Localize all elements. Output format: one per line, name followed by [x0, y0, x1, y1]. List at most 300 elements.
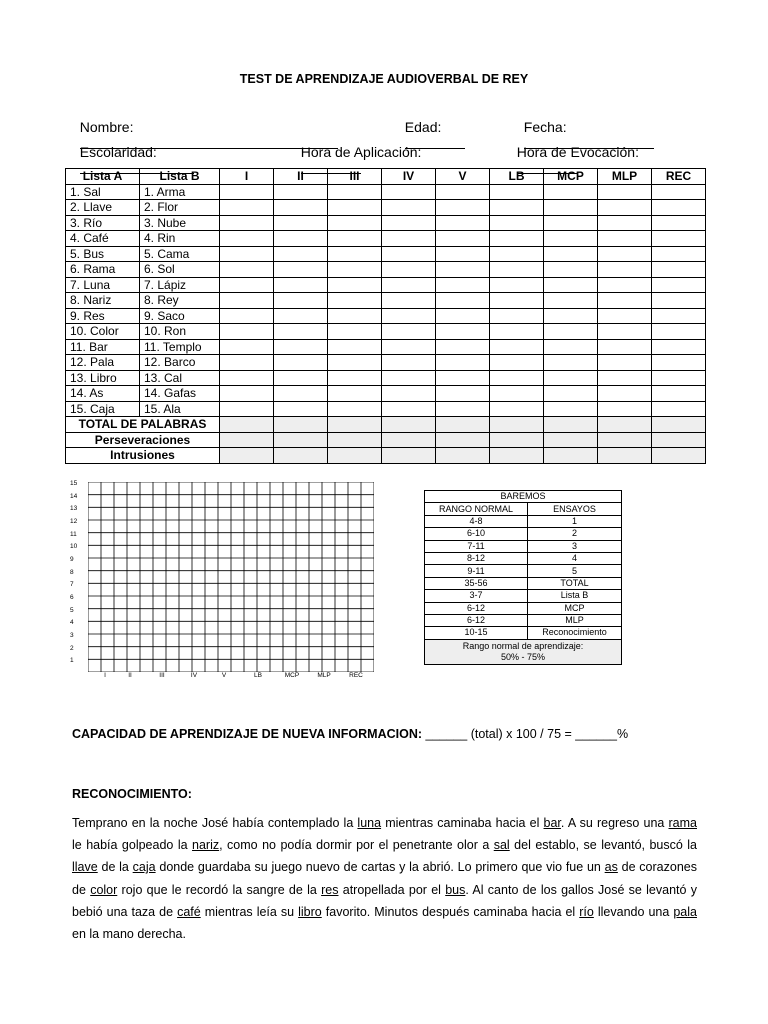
response-cell[interactable] [220, 339, 274, 355]
lista-a-word: 3. Río [66, 215, 140, 231]
response-cell[interactable] [436, 308, 490, 324]
baremos-range: 9-11 [425, 565, 528, 577]
document-title: TEST DE APRENDIZAJE AUDIOVERBAL DE REY [239, 72, 529, 86]
response-cell[interactable] [382, 386, 436, 402]
response-cell[interactable] [436, 370, 490, 386]
response-cell[interactable] [436, 355, 490, 371]
summary-cell[interactable] [274, 448, 328, 464]
response-cell[interactable] [652, 277, 706, 293]
response-cell[interactable] [490, 231, 544, 247]
nombre-label: Nombre: [79, 119, 134, 135]
baremos-row [425, 590, 622, 602]
summary-cell[interactable] [544, 417, 598, 433]
response-cell[interactable] [652, 355, 706, 371]
baremos-range: 6-12 [425, 602, 528, 614]
response-cell[interactable] [382, 293, 436, 309]
target-word: caja [132, 860, 156, 875]
graph-y-label: 1 [70, 657, 74, 665]
summary-cell[interactable] [436, 432, 490, 448]
baremos-range: 4-8 [425, 515, 528, 527]
response-cell[interactable] [274, 293, 328, 309]
response-cell[interactable] [220, 262, 274, 278]
response-cell[interactable] [220, 277, 274, 293]
response-cell[interactable] [382, 184, 436, 200]
baremos-row [425, 627, 622, 639]
response-cell[interactable] [274, 246, 328, 262]
response-cell[interactable] [598, 386, 652, 402]
response-cell[interactable] [382, 215, 436, 231]
response-cell[interactable] [220, 355, 274, 371]
baremos-row [425, 602, 622, 614]
summary-cell[interactable] [220, 432, 274, 448]
column-header: Lista A [66, 169, 140, 185]
response-cell[interactable] [274, 277, 328, 293]
summary-label: Intrusiones [66, 448, 220, 464]
response-cell[interactable] [220, 215, 274, 231]
summary-row [66, 417, 706, 433]
baremos-ensayo: MCP [528, 602, 622, 614]
table-row [66, 262, 706, 278]
response-cell[interactable] [598, 355, 652, 371]
response-cell[interactable] [274, 339, 328, 355]
summary-label: TOTAL DE PALABRAS [66, 417, 220, 433]
table-row [66, 339, 706, 355]
baremos-ensayo: 2 [528, 528, 622, 540]
baremos-title: BAREMOS [425, 491, 622, 503]
target-word: nariz [192, 838, 220, 853]
response-cell[interactable] [544, 386, 598, 402]
response-cell[interactable] [436, 231, 490, 247]
response-cell[interactable] [328, 184, 382, 200]
summary-cell[interactable] [220, 448, 274, 464]
response-cell[interactable] [598, 308, 652, 324]
column-header: IV [382, 169, 436, 185]
response-cell[interactable] [382, 200, 436, 216]
response-cell[interactable] [490, 355, 544, 371]
summary-cell[interactable] [544, 448, 598, 464]
story-text: Temprano en la noche José había contemplado la [72, 816, 358, 830]
capacidad-blank-total[interactable]: ______ [425, 727, 468, 741]
graph-x-label: V [221, 672, 227, 679]
response-cell[interactable] [220, 308, 274, 324]
response-cell[interactable] [220, 401, 274, 417]
response-cell[interactable] [544, 277, 598, 293]
story-text: mientras leía su [200, 904, 299, 919]
baremos-row [425, 614, 622, 626]
response-cell[interactable] [274, 355, 328, 371]
response-cell[interactable] [436, 386, 490, 402]
graph-x-label: III [159, 672, 165, 679]
graph-y-label: 8 [70, 568, 74, 576]
response-cell[interactable] [490, 293, 544, 309]
response-cell[interactable] [652, 339, 706, 355]
word-list-table [65, 168, 706, 464]
response-cell[interactable] [436, 293, 490, 309]
column-header: MLP [598, 169, 652, 185]
response-cell[interactable] [652, 262, 706, 278]
lista-b-word: 6. Sol [140, 262, 220, 278]
response-cell[interactable] [436, 246, 490, 262]
response-cell[interactable] [652, 324, 706, 340]
target-word: bus [445, 882, 466, 897]
response-cell[interactable] [220, 324, 274, 340]
column-header: Lista B [140, 169, 220, 185]
response-cell[interactable] [598, 370, 652, 386]
response-cell[interactable] [652, 246, 706, 262]
response-cell[interactable] [490, 386, 544, 402]
response-cell[interactable] [220, 293, 274, 309]
baremos-row [425, 515, 622, 527]
reconocimiento-story [72, 812, 697, 945]
baremos-range: 35-56 [425, 577, 528, 589]
story-text: de la [97, 860, 133, 875]
baremos-row [425, 540, 622, 552]
graph-x-label: MCP [284, 672, 300, 679]
response-cell[interactable] [652, 370, 706, 386]
response-cell[interactable] [274, 231, 328, 247]
lista-b-word: 3. Nube [140, 215, 220, 231]
response-cell[interactable] [490, 339, 544, 355]
lista-a-word: 1. Sal [66, 184, 140, 200]
baremos-range: 8-12 [425, 552, 528, 564]
summary-cell[interactable] [328, 432, 382, 448]
summary-cell[interactable] [274, 432, 328, 448]
response-cell[interactable] [274, 308, 328, 324]
response-cell[interactable] [382, 308, 436, 324]
response-cell[interactable] [274, 370, 328, 386]
response-cell[interactable] [544, 370, 598, 386]
graph-y-label: 7 [70, 581, 74, 589]
lista-a-word: 2. Llave [66, 200, 140, 216]
response-cell[interactable] [382, 277, 436, 293]
response-cell[interactable] [328, 262, 382, 278]
response-cell[interactable] [220, 370, 274, 386]
response-cell[interactable] [598, 231, 652, 247]
lista-b-word: 2. Flor [140, 200, 220, 216]
response-cell[interactable] [436, 215, 490, 231]
story-text: mientras caminaba hacia el [381, 816, 544, 830]
summary-row [66, 448, 706, 464]
response-cell[interactable] [490, 401, 544, 417]
baremos-row [425, 577, 622, 589]
target-word: pala [673, 904, 697, 919]
lista-b-word: 15. Ala [140, 401, 220, 417]
summary-cell[interactable] [544, 432, 598, 448]
response-cell[interactable] [490, 370, 544, 386]
learning-curve-graph [70, 480, 380, 680]
response-cell[interactable] [490, 324, 544, 340]
graph-x-label: I [104, 672, 106, 679]
baremos-range: 10-15 [425, 627, 528, 639]
lista-b-word: 11. Templo [140, 339, 220, 355]
response-cell[interactable] [544, 355, 598, 371]
response-cell[interactable] [652, 401, 706, 417]
graph-y-label: 2 [70, 644, 74, 652]
response-cell[interactable] [652, 184, 706, 200]
summary-cell[interactable] [490, 417, 544, 433]
lista-b-word: 14. Gafas [140, 386, 220, 402]
response-cell[interactable] [544, 308, 598, 324]
lista-a-word: 7. Luna [66, 277, 140, 293]
hora-evocacion-label: Hora de Evocación: [516, 144, 639, 160]
response-cell[interactable] [598, 401, 652, 417]
story-text: rojo que le recordó la sangre de la [117, 882, 322, 897]
lista-b-word: 8. Rey [140, 293, 220, 309]
summary-cell[interactable] [652, 417, 706, 433]
response-cell[interactable] [436, 184, 490, 200]
graph-y-label: 9 [70, 556, 74, 563]
response-cell[interactable] [652, 308, 706, 324]
response-cell[interactable] [328, 200, 382, 216]
response-cell[interactable] [436, 324, 490, 340]
summary-cell[interactable] [652, 432, 706, 448]
table-row [66, 386, 706, 402]
target-word: bar [543, 816, 561, 830]
response-cell[interactable] [328, 215, 382, 231]
response-cell[interactable] [220, 386, 274, 402]
response-cell[interactable] [328, 370, 382, 386]
response-cell[interactable] [436, 262, 490, 278]
table-row [66, 215, 706, 231]
response-cell[interactable] [652, 231, 706, 247]
response-cell[interactable] [382, 370, 436, 386]
summary-cell[interactable] [598, 417, 652, 433]
lista-b-word: 1. Arma [140, 184, 220, 200]
baremos-table [424, 490, 622, 665]
response-cell[interactable] [328, 246, 382, 262]
graph-y-label: 15 [70, 480, 78, 487]
target-word: sal [493, 838, 510, 853]
response-cell[interactable] [490, 277, 544, 293]
response-cell[interactable] [274, 200, 328, 216]
response-cell[interactable] [382, 324, 436, 340]
lista-a-word: 6. Rama [66, 262, 140, 278]
response-cell[interactable] [382, 246, 436, 262]
response-cell[interactable] [598, 339, 652, 355]
lista-a-word: 5. Bus [66, 246, 140, 262]
story-text: . Al canto de los gallos José se levantó y bebió una taza de [72, 882, 697, 919]
table-row [66, 324, 706, 340]
response-cell[interactable] [598, 293, 652, 309]
lista-b-word: 13. Cal [140, 370, 220, 386]
response-cell[interactable] [490, 200, 544, 216]
graph-y-label: 12 [70, 518, 78, 525]
target-word: río [579, 904, 594, 919]
graph-x-label: II [128, 672, 132, 679]
response-cell[interactable] [328, 277, 382, 293]
response-cell[interactable] [436, 200, 490, 216]
baremos-range: 6-12 [425, 614, 528, 626]
hora-aplicacion-label: Hora de Aplicación: [300, 144, 422, 160]
response-cell[interactable] [220, 200, 274, 216]
summary-cell[interactable] [490, 448, 544, 464]
response-cell[interactable] [598, 262, 652, 278]
summary-cell[interactable] [382, 448, 436, 464]
table-row [66, 293, 706, 309]
summary-cell[interactable] [598, 432, 652, 448]
summary-cell[interactable] [328, 448, 382, 464]
baremos-row [425, 528, 622, 540]
response-cell[interactable] [328, 324, 382, 340]
lista-a-word: 15. Caja [66, 401, 140, 417]
target-word: luna [357, 816, 382, 830]
column-header: II [274, 169, 328, 185]
response-cell[interactable] [490, 215, 544, 231]
baremos-ensayo: 3 [528, 540, 622, 552]
response-cell[interactable] [544, 262, 598, 278]
lista-a-word: 8. Nariz [66, 293, 140, 309]
graph-y-label: 5 [70, 606, 74, 614]
baremos-footer-line2: 50% - 75% [500, 651, 546, 662]
lista-a-word: 14. As [66, 386, 140, 402]
capacidad-blank-result[interactable]: ______% [575, 727, 629, 741]
table-row [66, 200, 706, 216]
target-word: libro [298, 904, 322, 919]
story-text: donde guardaba su juego nuevo de cartas y la abrió. Lo primero que vio fue un [155, 860, 605, 875]
column-header: LB [490, 169, 544, 185]
column-header: I [220, 169, 274, 185]
baremos-range: 6-10 [425, 528, 528, 540]
story-text: del establo, se levantó, buscó la [509, 838, 698, 853]
response-cell[interactable] [274, 386, 328, 402]
summary-cell[interactable] [220, 417, 274, 433]
response-cell[interactable] [544, 293, 598, 309]
response-cell[interactable] [382, 355, 436, 371]
summary-cell[interactable] [436, 448, 490, 464]
graph-y-label: 14 [70, 492, 78, 500]
response-cell[interactable] [274, 215, 328, 231]
response-cell[interactable] [544, 231, 598, 247]
response-cell[interactable] [220, 246, 274, 262]
story-text: , como no podía dormir por el penetrante olor a [219, 838, 494, 853]
response-cell[interactable] [490, 246, 544, 262]
baremos-ensayo: TOTAL [528, 577, 622, 589]
response-cell[interactable] [328, 231, 382, 247]
table-row [66, 355, 706, 371]
baremos-row [425, 552, 622, 564]
graph-x-label: REC [349, 672, 363, 679]
response-cell[interactable] [436, 339, 490, 355]
table-row [66, 184, 706, 200]
column-header: III [328, 169, 382, 185]
response-cell[interactable] [598, 200, 652, 216]
baremos-ensayo: 5 [528, 565, 622, 577]
graph-y-label: 10 [70, 543, 78, 551]
graph-y-label: 3 [70, 632, 74, 639]
fecha-label: Fecha: [523, 119, 567, 135]
response-cell[interactable] [652, 293, 706, 309]
graph-grid[interactable] [88, 482, 374, 672]
response-cell[interactable] [598, 184, 652, 200]
response-cell[interactable] [382, 339, 436, 355]
response-cell[interactable] [274, 401, 328, 417]
response-cell[interactable] [598, 215, 652, 231]
story-text: favorito. Minutos después caminaba hacia el [321, 904, 580, 919]
response-cell[interactable] [544, 215, 598, 231]
summary-cell[interactable] [382, 417, 436, 433]
summary-cell[interactable] [274, 417, 328, 433]
summary-cell[interactable] [490, 432, 544, 448]
response-cell[interactable] [328, 401, 382, 417]
graph-y-label: 4 [70, 619, 74, 627]
baremos-col-rango: RANGO NORMAL [425, 503, 528, 515]
response-cell[interactable] [544, 246, 598, 262]
response-cell[interactable] [328, 339, 382, 355]
table-row [66, 308, 706, 324]
response-cell[interactable] [598, 324, 652, 340]
response-cell[interactable] [274, 262, 328, 278]
response-cell[interactable] [544, 200, 598, 216]
capacidad-label: CAPACIDAD DE APRENDIZAJE DE NUEVA INFORMACION: [72, 727, 423, 741]
response-cell[interactable] [436, 277, 490, 293]
graph-x-label: MLP [317, 672, 331, 679]
response-cell[interactable] [544, 401, 598, 417]
summary-cell[interactable] [436, 417, 490, 433]
response-cell[interactable] [382, 401, 436, 417]
baremos-range: 3-7 [425, 590, 528, 602]
target-word: as [604, 860, 618, 875]
response-cell[interactable] [598, 277, 652, 293]
capacidad-line [72, 727, 628, 741]
lista-b-word: 9. Saco [140, 308, 220, 324]
response-cell[interactable] [274, 324, 328, 340]
escolaridad-label: Escolaridad: [79, 144, 157, 160]
response-cell[interactable] [490, 262, 544, 278]
summary-cell[interactable] [382, 432, 436, 448]
response-cell[interactable] [328, 293, 382, 309]
column-header: REC [652, 169, 706, 185]
response-cell[interactable] [490, 184, 544, 200]
response-cell[interactable] [328, 308, 382, 324]
response-cell[interactable] [382, 262, 436, 278]
baremos-ensayo: Reconocimiento [528, 627, 622, 639]
edad-label: Edad: [404, 119, 442, 135]
response-cell[interactable] [598, 246, 652, 262]
baremos-ensayo: MLP [528, 614, 622, 626]
lista-b-word: 4. Rin [140, 231, 220, 247]
response-cell[interactable] [274, 184, 328, 200]
response-cell[interactable] [490, 308, 544, 324]
table-row [66, 246, 706, 262]
summary-cell[interactable] [652, 448, 706, 464]
target-word: café [177, 904, 201, 919]
lista-a-word: 12. Pala [66, 355, 140, 371]
column-header: V [436, 169, 490, 185]
response-cell[interactable] [220, 184, 274, 200]
response-cell[interactable] [652, 386, 706, 402]
graph-x-label: LB [254, 672, 262, 679]
lista-b-word: 12. Barco [140, 355, 220, 371]
response-cell[interactable] [328, 355, 382, 371]
response-cell[interactable] [544, 339, 598, 355]
lista-b-word: 7. Lápiz [140, 277, 220, 293]
response-cell[interactable] [652, 200, 706, 216]
response-cell[interactable] [220, 231, 274, 247]
response-cell[interactable] [436, 401, 490, 417]
response-cell[interactable] [382, 231, 436, 247]
response-cell[interactable] [544, 184, 598, 200]
story-text: atropellada por el [338, 882, 446, 897]
response-cell[interactable] [652, 215, 706, 231]
response-cell[interactable] [544, 324, 598, 340]
table-row [66, 401, 706, 417]
summary-cell[interactable] [598, 448, 652, 464]
summary-label: Perseveraciones [66, 432, 220, 448]
summary-cell[interactable] [328, 417, 382, 433]
response-cell[interactable] [328, 386, 382, 402]
baremos-row [425, 565, 622, 577]
baremos-range: 7-11 [425, 540, 528, 552]
